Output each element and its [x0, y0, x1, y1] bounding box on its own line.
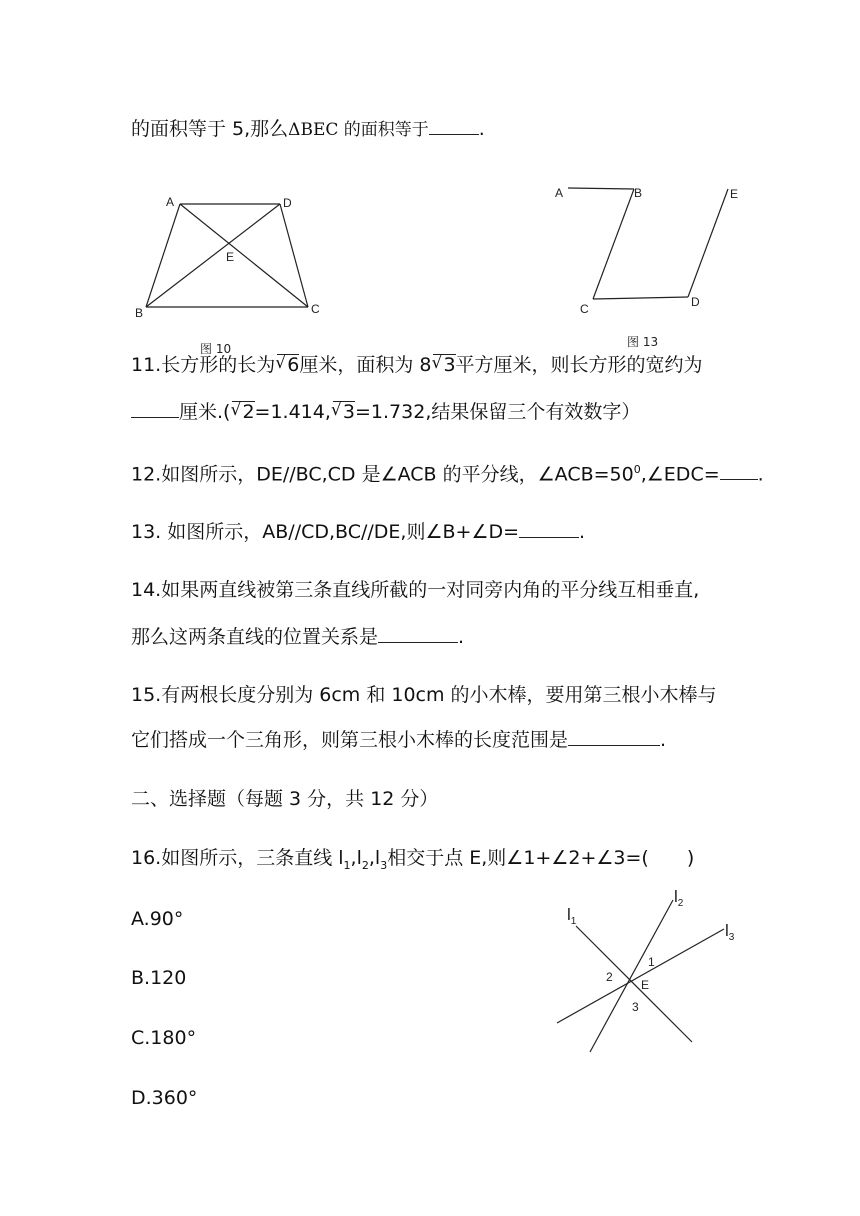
q13-line — [131, 518, 585, 545]
q11-text-d: 厘米.( — [179, 401, 231, 423]
q11-sqrt-6: √ 6 — [277, 354, 299, 375]
q11-text-a: 11.长方形的长为 — [131, 354, 276, 376]
fig16-label-l3: $l_3$ — [725, 921, 735, 943]
q11-text-b: 厘米，面积为 8 — [299, 354, 432, 376]
q11-line-2 — [131, 398, 640, 425]
fig13-label-c: C — [580, 302, 589, 316]
q11-text-e: =1.414, — [254, 401, 331, 423]
fig10-label-b: B — [135, 306, 144, 320]
q16-paren-close: ) — [686, 847, 695, 869]
q14-line-2 — [131, 623, 464, 650]
q11-text-c: 平方厘米，则长方形的宽约为 — [455, 354, 703, 376]
q16-sep-2: ,l — [368, 847, 381, 869]
q14-answer-blank[interactable] — [378, 623, 458, 643]
fig10-label-c: C — [311, 302, 320, 316]
q15-answer-blank[interactable] — [568, 726, 660, 746]
q16-text-a: 16.如图所示，三条直线 l — [131, 847, 344, 869]
figure-13 — [550, 180, 750, 320]
section-2-title: 二、选择题（每题 3 分，共 12 分） — [131, 788, 439, 810]
q15-line-1: 15.有两根长度分别为 6cm 和 10cm 的小木棒，要用第三根小木棒与 — [131, 684, 717, 706]
fig10-caption: 图 10 — [200, 342, 232, 356]
q10-tail-line — [131, 115, 485, 143]
q10-text-a: 的面积等于 5,那么 — [131, 118, 289, 140]
fig13-segment-de — [688, 189, 728, 297]
fig10-diagonal-bd — [146, 204, 280, 307]
fig16-label-l2: $l_2$ — [674, 887, 684, 909]
q16-option-a[interactable]: A.90° — [131, 908, 184, 930]
fig16-point-e: E — [641, 978, 650, 992]
q10-end: . — [478, 118, 485, 140]
q12-text: 12.如图所示，DE//BC,CD 是∠ACB 的平分线，∠ACB=50 — [131, 463, 634, 486]
q12-line — [131, 457, 764, 487]
q13-end: . — [579, 521, 586, 543]
q14-end: . — [458, 626, 465, 648]
fig16-line-l2 — [590, 900, 673, 1052]
q12-end: . — [757, 463, 764, 486]
fig16-line-l3 — [557, 929, 724, 1023]
q16-option-b[interactable]: B.120 — [131, 967, 187, 989]
q12-answer-blank[interactable] — [720, 460, 758, 480]
q16-option-d[interactable]: D.360° — [131, 1087, 198, 1109]
fig10-label-a: A — [166, 195, 175, 209]
q10-answer-blank[interactable] — [429, 115, 479, 135]
q11-text-f: =1.732,结果保留三个有效数字） — [355, 401, 641, 423]
fig13-label-d: D — [691, 295, 700, 309]
q16-sub-3: 3 — [380, 858, 388, 872]
fig13-label-a: A — [555, 186, 564, 200]
fig16-line-l1 — [576, 926, 692, 1042]
fig10-segment-dc — [280, 204, 308, 307]
q16-text-b: 相交于点 E,则∠1+∠2+∠3=( — [387, 847, 649, 869]
fig16-angle-3: 3 — [632, 1000, 639, 1014]
q14-text: 那么这两条直线的位置关系是 — [131, 626, 379, 648]
fig16-angle-2: 2 — [606, 970, 613, 984]
q12-degree-sup: 0 — [633, 463, 641, 476]
fig13-segment-cd — [593, 297, 688, 299]
fig10-segment-ab — [146, 204, 180, 307]
fig13-label-b: B — [634, 186, 643, 200]
q11-sqrt-2: √ 2 — [232, 401, 254, 422]
fig13-segment-bc — [593, 189, 634, 299]
figure-10 — [130, 190, 330, 330]
q16-option-c[interactable]: C.180° — [131, 1027, 197, 1049]
q11-answer-blank[interactable] — [131, 398, 179, 418]
q11-sqrt-3: √ 3 — [433, 354, 455, 375]
q16-sub-1: 1 — [343, 858, 351, 872]
q16-sub-2: 2 — [361, 858, 369, 872]
q11-line-1 — [131, 352, 703, 378]
fig16-label-l1: $l_1$ — [567, 905, 577, 927]
q11-sqrt-3b: √ 3 — [333, 401, 355, 422]
q15-end: . — [660, 729, 667, 751]
fig10-diagonal-ac — [180, 204, 308, 307]
q16-sep-1: ,l — [350, 847, 362, 869]
fig13-segment-ab — [568, 188, 634, 189]
q10-text-b: ΔBEC 的面积等于 — [288, 120, 429, 140]
figure-16 — [550, 880, 750, 1060]
fig16-angle-1: 1 — [648, 955, 655, 969]
q15-text: 它们搭成一个三角形，则第三根小木棒的长度范围是 — [131, 729, 569, 751]
q12-text-b: ,∠EDC= — [640, 463, 720, 486]
q13-text: 13. 如图所示，AB//CD,BC//DE,则∠B+∠D= — [131, 521, 520, 543]
q16-line — [131, 845, 694, 879]
q13-answer-blank[interactable] — [519, 518, 579, 538]
fig13-label-e: E — [730, 187, 739, 201]
q14-line-1: 14.如果两直线被第三条直线所截的一对同旁内角的平分线互相垂直, — [131, 579, 700, 601]
fig10-label-d: D — [283, 196, 292, 210]
q15-line-2 — [131, 726, 666, 753]
fig10-label-e: E — [226, 250, 235, 264]
fig13-caption: 图 13 — [627, 335, 659, 349]
